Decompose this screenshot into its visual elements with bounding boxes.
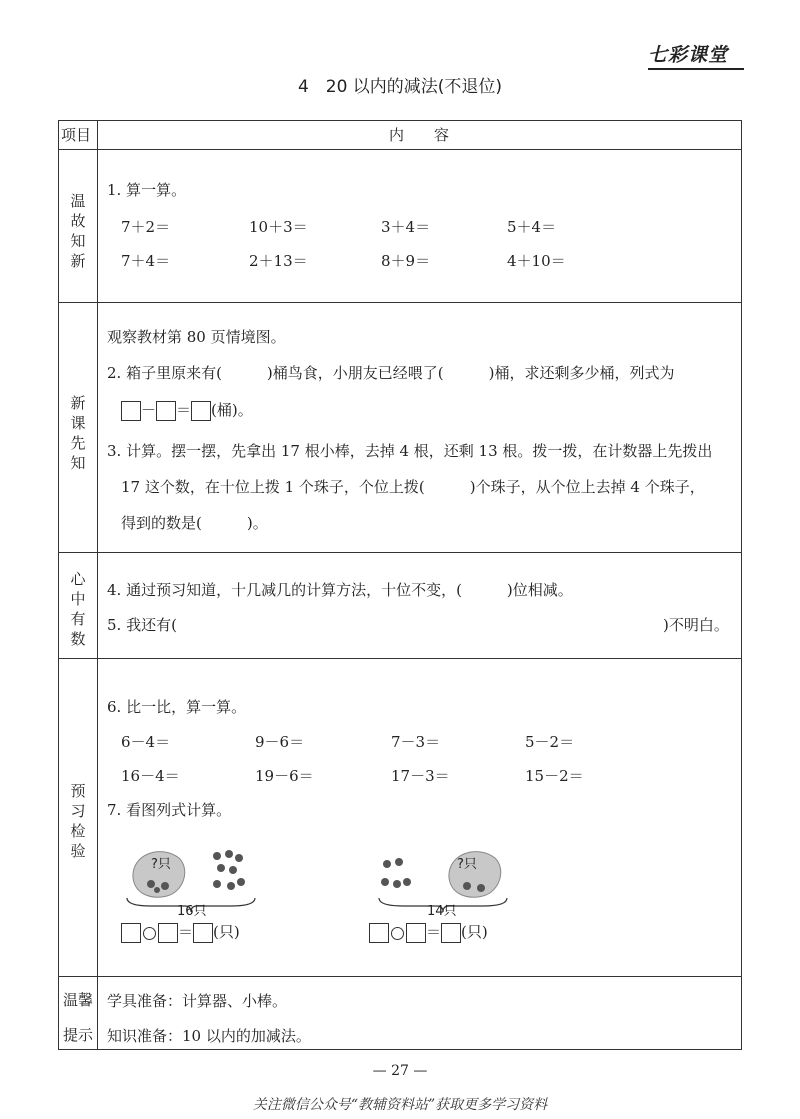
answer-box[interactable] [121, 401, 141, 421]
figure-1-question: ?只 [151, 857, 171, 872]
review-expr: 3＋4＝ [381, 218, 431, 236]
page-title: 4 20 以内的减法(不退位) [297, 77, 503, 97]
answer-box[interactable] [191, 401, 211, 421]
operator-circle[interactable] [143, 927, 156, 940]
section-label-mind: 心 中 有 数 [70, 570, 86, 648]
question-3-line2: 17 这个数，在十位上拨 1 个珠子，个位上拨( )个珠子，从个位上去掉 4 个珠子， [121, 478, 705, 496]
column-divider [97, 121, 98, 1049]
section-label-tips-2: 提示 [62, 1026, 93, 1044]
question-3-line3: 得到的数是( )。 [121, 514, 268, 532]
section-label-tips-1: 温馨 [62, 991, 93, 1009]
col-header-content: 内 容 [389, 126, 450, 144]
review-expr: 7＋2＝ [121, 218, 171, 236]
question-5: 5. 我还有( [107, 616, 177, 634]
operator-circle[interactable] [391, 927, 404, 940]
review-expr: 5＋4＝ [507, 218, 557, 236]
check-expr: 19－6＝ [255, 767, 314, 785]
check-expr: 16－4＝ [121, 767, 180, 785]
question-4: 4. 通过预习知道，十几减几的计算方法，十位不变，( )位相减。 [107, 581, 573, 599]
answer-box[interactable] [121, 923, 141, 943]
tip-knowledge: 知识准备：10 以内的加减法。 [107, 1027, 311, 1045]
answer-box[interactable] [156, 401, 176, 421]
footer-note: 关注微信公众号“教辅资料站”获取更多学习资料 [252, 1097, 548, 1113]
review-expr: 7＋4＝ [121, 252, 171, 270]
check-expr: 9－6＝ [255, 733, 305, 751]
review-expr: 2＋13＝ [249, 252, 308, 270]
figure-1-equation: ＝ (只) [121, 921, 240, 943]
col-header-item: 项目 [61, 126, 92, 144]
answer-box[interactable] [441, 923, 461, 943]
figure-1-total: 16只 [177, 904, 207, 919]
answer-box[interactable] [406, 923, 426, 943]
question-2: 2. 箱子里原来有( )桶鸟食，小朋友已经喂了( )桶，求还剩多少桶，列式为 [107, 364, 675, 382]
tip-tools: 学具准备：计算器、小棒。 [107, 992, 288, 1010]
question-1: 1. 算一算。 [107, 181, 187, 199]
figure-2-total: 14只 [427, 904, 457, 919]
section-label-check: 预 习 检 验 [70, 782, 86, 860]
check-expr: 17－3＝ [391, 767, 450, 785]
check-expr: 6－4＝ [121, 733, 171, 751]
figure-2-question: ?只 [457, 857, 477, 872]
question-3-line1: 3. 计算。摆一摆，先拿出 17 根小棒，去掉 4 根，还剩 13 根。拨一拨，在计数器上先拨出 [107, 442, 713, 460]
header-rule [648, 68, 744, 70]
review-expr: 10＋3＝ [249, 218, 308, 236]
answer-box[interactable] [158, 923, 178, 943]
section-label-review: 温 故 知 新 [70, 192, 86, 270]
answer-box[interactable] [369, 923, 389, 943]
answer-box[interactable] [193, 923, 213, 943]
check-expr: 15－2＝ [525, 767, 584, 785]
brand-logo: 七彩课堂 [648, 44, 729, 66]
question-6: 6. 比一比，算一算。 [107, 698, 247, 716]
review-expr: 4＋10＝ [507, 252, 566, 270]
page-number: — 27 — [372, 1063, 428, 1079]
worksheet-table [58, 120, 742, 1050]
section-label-new: 新 课 先 知 [70, 394, 86, 472]
figure-2-equation: ＝ (只) [369, 921, 488, 943]
review-expr: 8＋9＝ [381, 252, 431, 270]
question-7: 7. 看图列式计算。 [107, 801, 232, 819]
check-expr: 5－2＝ [525, 733, 575, 751]
question-5-end: )不明白。 [663, 616, 729, 634]
question-2-equation: － ＝ (桶)。 [121, 399, 253, 421]
check-expr: 7－3＝ [391, 733, 441, 751]
intro-text: 观察教材第 80 页情境图。 [107, 328, 286, 346]
